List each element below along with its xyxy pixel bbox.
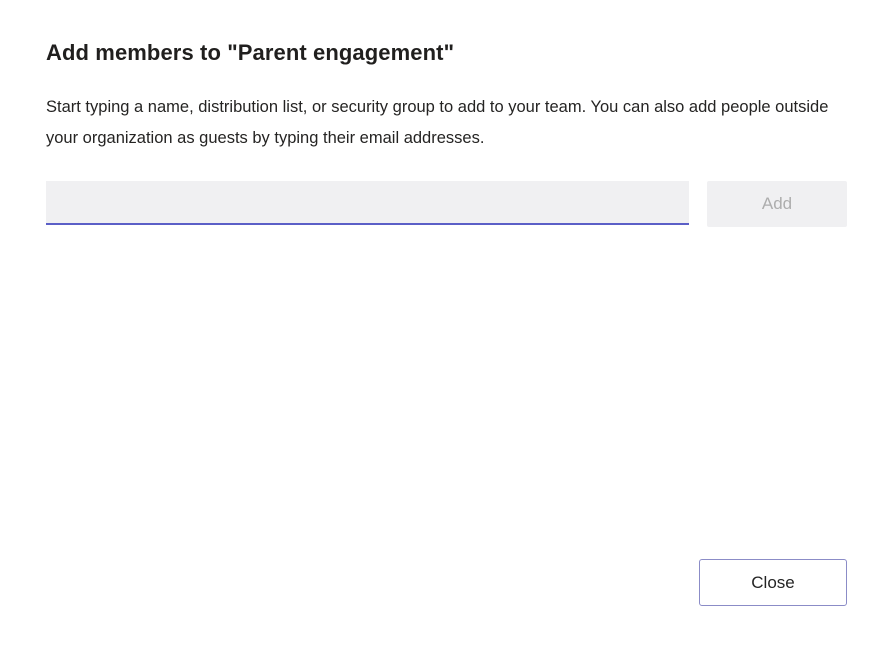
dialog-description: Start typing a name, distribution list, or security group to add to your team. You can also add people outside your organization as guests by typing their email addresses. — [46, 98, 829, 147]
add-button[interactable]: Add — [707, 181, 847, 227]
member-results-list — [46, 245, 847, 535]
page-title: Add members to "Parent engagement" — [46, 40, 455, 65]
close-button[interactable]: Close — [699, 559, 847, 606]
add-member-row — [46, 181, 847, 227]
member-search-input[interactable] — [46, 181, 689, 225]
